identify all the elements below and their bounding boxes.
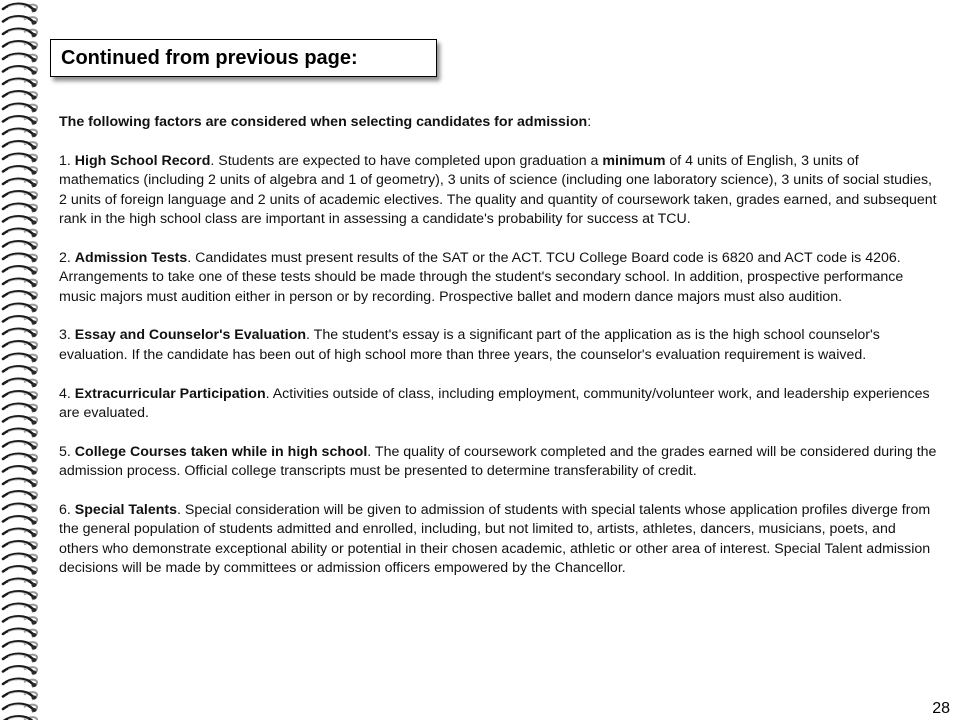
binding-hole	[31, 171, 36, 175]
binding-hole	[31, 408, 36, 412]
binding-hole	[31, 321, 36, 325]
binding-hole	[31, 208, 36, 212]
factor-number: 3.	[59, 327, 71, 344]
binding-hole	[31, 683, 36, 687]
binding-hole	[31, 121, 36, 125]
binding-hole	[31, 158, 36, 162]
binding-hole	[31, 708, 36, 712]
admission-factors-content	[59, 113, 939, 598]
factor-text: . Students are expected to have completed upon graduation a	[210, 152, 603, 169]
factor-text: . Activities outside of class, including employment, community/volunteer work, and leadership experiences are evaluated.	[59, 385, 930, 422]
binding-hole	[31, 458, 36, 462]
binding-hole	[31, 246, 36, 250]
factor-heading: College Courses taken while in high school	[74, 443, 368, 460]
factor-text: . Candidates must present results of the SAT or the ACT. TCU College Board code is 6820 and ACT code is 4206. Arrangements to take one of these tests should be made through the student's secondary school. In addition, prospective performance music majors must audition either in person or by recording. Prospective ballet and modern dance majors must also audition.	[59, 249, 904, 305]
binding-hole	[31, 346, 36, 350]
binding-hole	[31, 533, 36, 537]
intro-text: The following factors are considered when selecting candidates for admission	[59, 114, 588, 130]
binding-hole	[31, 283, 36, 287]
binding-hole	[31, 571, 36, 575]
binding-hole	[31, 8, 36, 12]
page-number: 28	[932, 700, 950, 717]
binding-hole	[31, 396, 36, 400]
factor-text: . Special consideration will be given to admission of students with special talents whose application profiles diverge from the general population of students admitted and enrolled, including, but not limited to, artists, athletes, dancers, musicians, poets, and others who demonstrate exceptional ability or potential in their chosen academic, athletic or other area of interest. Special Talent admission decisions will be made by committees or admission officers empowered by the Chancellor.	[59, 502, 931, 577]
binding-hole	[31, 371, 36, 375]
binding-hole	[31, 446, 36, 450]
binding-hole	[31, 621, 36, 625]
factor-heading: Admission Tests	[74, 249, 188, 266]
binding-hole	[31, 421, 36, 425]
binding-hole	[31, 558, 36, 562]
factor-item-5	[59, 443, 939, 482]
binding-hole	[31, 71, 36, 75]
binding-hole	[31, 496, 36, 500]
binding-hole	[31, 196, 36, 200]
factor-number: 2.	[59, 249, 71, 266]
binding-hole	[31, 508, 36, 512]
binding-hole	[31, 583, 36, 587]
factor-item-1	[59, 152, 939, 230]
binding-hole	[31, 96, 36, 100]
intro-paragraph	[59, 113, 939, 132]
factor-heading: High School Record	[74, 152, 211, 169]
factor-item-4	[59, 385, 939, 424]
binding-hole	[31, 46, 36, 50]
intro-suffix: :	[587, 114, 592, 130]
binding-hole	[31, 146, 36, 150]
factor-text: . The student's essay is a significant part of the application as is the high school counselor's evaluation. If the candidate has been out of high school more than three years, the counselor's evaluation requirement is waived.	[59, 327, 880, 363]
continued-header-title: Continued from previous page:	[61, 47, 358, 69]
binding-hole	[31, 671, 36, 675]
factor-item-6	[59, 501, 939, 579]
binding-hole	[31, 658, 36, 662]
factor-text: . The quality of coursework completed and the grades earned will be considered during the admission process. Official college transcripts must be presented to determine transferability of credit.	[59, 443, 937, 480]
binding-hole	[31, 221, 36, 225]
binding-hole	[31, 433, 36, 437]
factor-number: 6.	[59, 502, 71, 519]
binding-hole	[31, 183, 36, 187]
factor-number: 1.	[59, 152, 71, 169]
factor-heading: Essay and Counselor's Evaluation	[74, 327, 307, 344]
continued-header-box	[50, 39, 437, 77]
binding-hole	[31, 483, 36, 487]
binding-hole	[31, 33, 36, 37]
binding-hole	[31, 333, 36, 337]
binding-hole	[31, 308, 36, 312]
binding-hole	[31, 258, 36, 262]
spiral-binding	[0, 0, 46, 720]
factor-emphasis: minimum	[602, 152, 666, 169]
binding-hole	[31, 471, 36, 475]
binding-hole	[31, 233, 36, 237]
factor-item-3	[59, 326, 939, 365]
binding-hole	[31, 633, 36, 637]
factor-heading: Special Talents	[74, 502, 178, 519]
binding-hole	[31, 133, 36, 137]
binding-hole	[31, 383, 36, 387]
binding-hole	[31, 696, 36, 700]
factor-item-2	[59, 249, 939, 307]
binding-hole	[31, 608, 36, 612]
binding-hole	[31, 271, 36, 275]
binding-hole	[31, 296, 36, 300]
binding-hole	[31, 83, 36, 87]
binding-hole	[31, 358, 36, 362]
factor-number: 4.	[59, 385, 71, 402]
binding-hole	[31, 58, 36, 62]
binding-hole	[31, 596, 36, 600]
binding-hole	[31, 521, 36, 525]
factor-number: 5.	[59, 443, 71, 460]
binding-hole	[31, 546, 36, 550]
binding-hole	[31, 21, 36, 25]
factor-text: of 4 units of English, 3 units of mathematics (including 2 units of algebra and 1 of geometry), 3 units of science (including one laboratory science), 3 units of social studies, 2 units of foreign language and 2 units of academic electives. The quality and quantity of coursework taken, grades earned, and subsequent rank in the high school class are important in assessing a candidate's probability for success at TCU.	[59, 152, 937, 228]
factor-heading: Extracurricular Participation	[74, 385, 266, 402]
binding-hole	[31, 646, 36, 650]
binding-hole	[31, 108, 36, 112]
